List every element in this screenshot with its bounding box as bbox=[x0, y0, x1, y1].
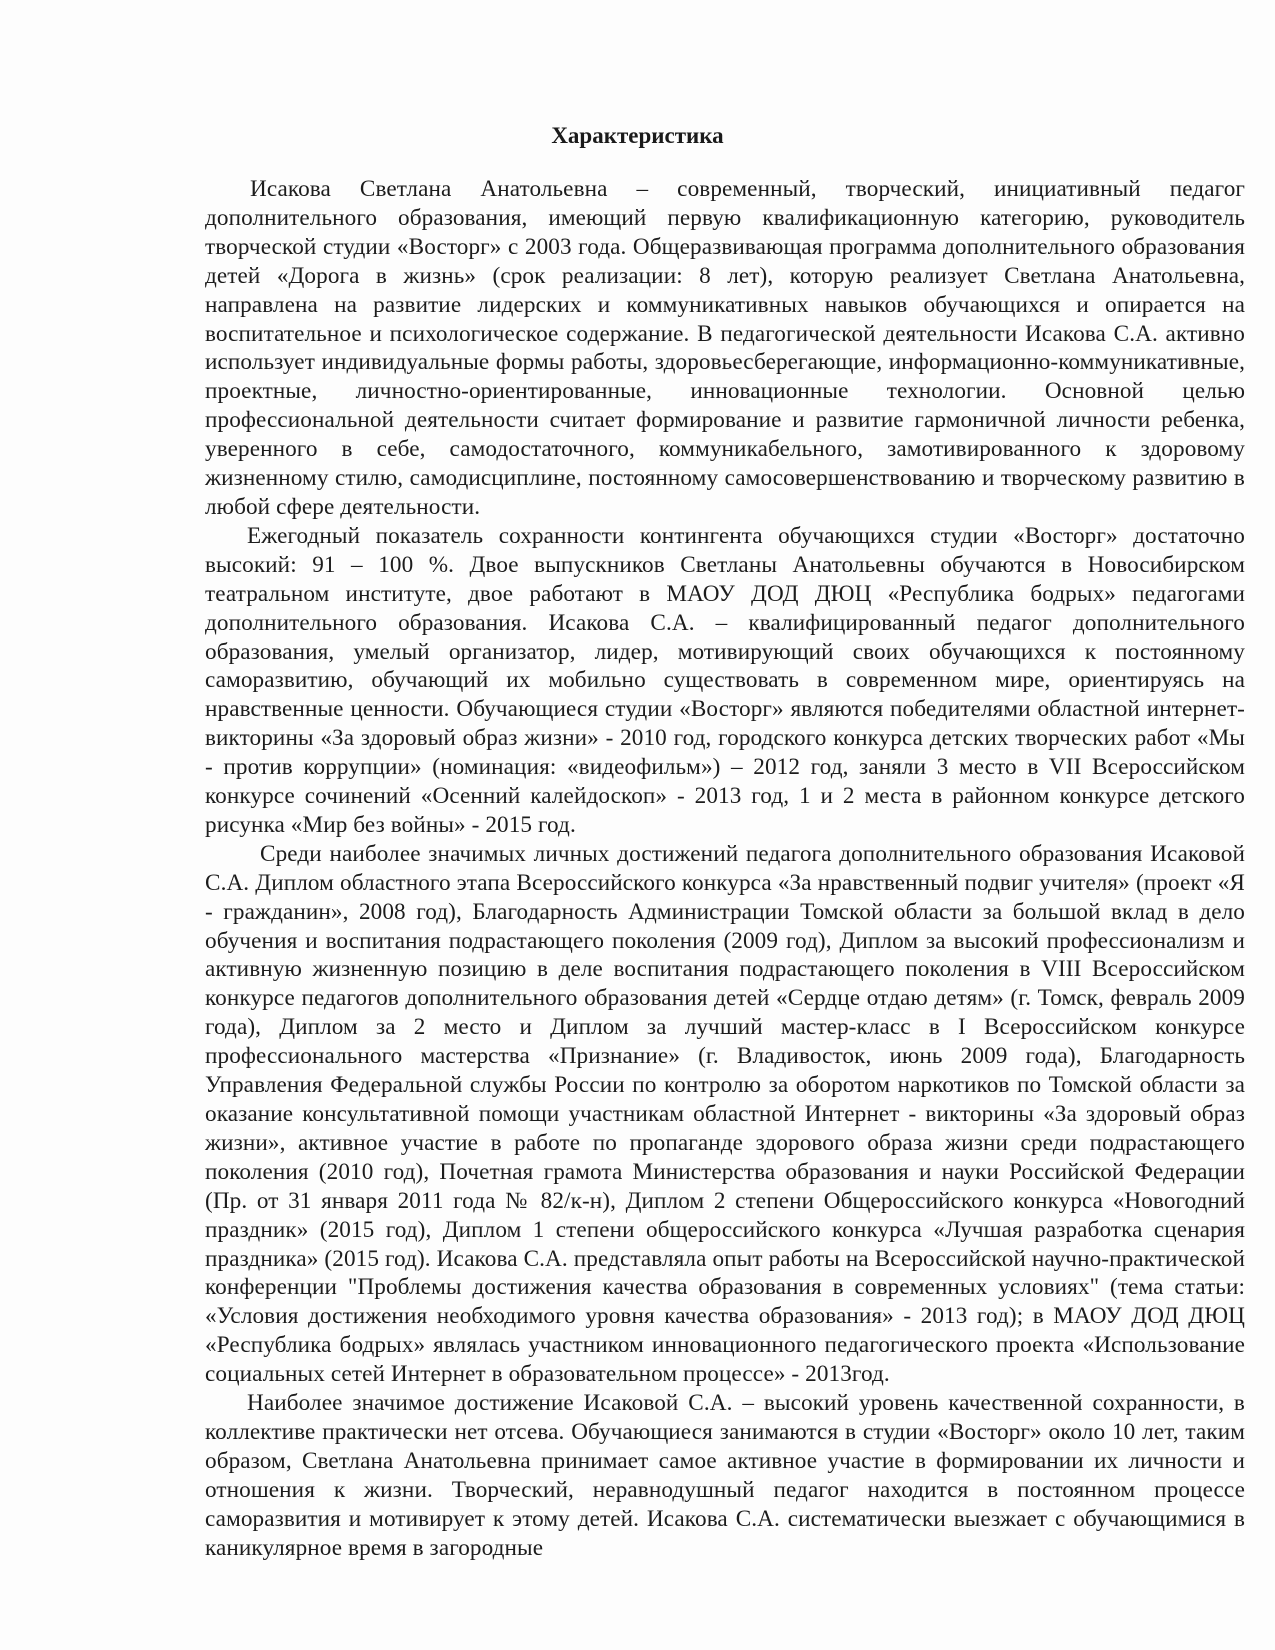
document-title: Характеристика bbox=[551, 123, 724, 148]
paragraph-1: Исакова Светлана Анатольевна – современный, творческий, инициативный педагог дополнительного образования, имеющий первую квалификационную категорию, руководитель творческой студии «Восторг» с 2003 года. Общеразвивающая программа дополнительного образования детей «Дорога в жизнь» (срок реализации: 8 лет), которую реализует Светлана Анатольевна, направлена на развитие лидерских и коммуникативных навыков обучающихся и опирается на воспитательное и психологическое содержание. В педагогической деятельности Исакова С.А. активно использует индивидуальные формы работы, здоровьесберегающие, информационно-коммуникативные, проектные, личностно-ориентированные, инновационные технологии. Основной целью профессиональной деятельности считает формирование и развитие гармоничной личности ребенка, уверенного в себе, самодостаточного, коммуникабельного, замотивированного к здоровому жизненному стилю, самодисциплине, постоянному самосовершенствованию и творческому развитию в любой сфере деятельности. bbox=[205, 176, 1245, 520]
paragraph-2: Ежегодный показатель сохранности контингента обучающихся студии «Восторг» достаточно высокий: 91 – 100 %. Двое выпускников Светланы Анатольевны обучаются в Новосибирском театральном институте, двое работают в МАОУ ДОД ДЮЦ «Республика бодрых» педагогами дополнительного образования. Исакова С.А. – квалифицированный педагог дополнительного образования, умелый организатор, лидер, мотивирующий своих обучающихся к постоянному саморазвитию, обучающий их мобильно существовать в современном мире, ориентируясь на нравственные ценности. Обучающиеся студии «Восторг» являются победителями областной интернет-викторины «За здоровый образ жизни» - 2010 год, городского конкурса детских творческих работ «Мы - против коррупции» (номинация: «видеофильм») – 2012 год, заняли 3 место в VII Всероссийском конкурсе сочинений «Осенний калейдоскоп» - 2013 год, 1 и 2 места в районном конкурсе детского рисунка «Мир без войны» - 2015 год. bbox=[205, 522, 1245, 838]
document-body bbox=[205, 175, 1245, 1563]
paragraph-4: Наиболее значимое достижение Исаковой С.А. – высокий уровень качественной сохранности, в коллективе практически нет отсева. Обучающиеся занимаются в студии «Восторг» около 10 лет, таким образом, Светлана Анатольевна принимает самое активное участие в формировании их личности и отношения к жизни. Творческий, неравнодушный педагог находится в постоянном процессе саморазвития и мотивирует к этому детей. Исакова С.А. систематически выезжает с обучающимися в каникулярное время в загородные bbox=[205, 1390, 1245, 1561]
paragraph-3: Среди наиболее значимых личных достижений педагога дополнительного образования Исаковой С.А. Диплом областного этапа Всероссийского конкурса «За нравственный подвиг учителя» (проект «Я - гражданин», 2008 год), Благодарность Администрации Томской области за большой вклад в дело обучения и воспитания подрастающего поколения (2009 год), Диплом за высокий профессионализм и активную жизненную позицию в деле воспитания подрастающего поколения в VIII Всероссийском конкурсе педагогов дополнительного образования детей «Сердце отдаю детям» (г. Томск, февраль 2009 года), Диплом за 2 место и Диплом за лучший мастер-класс в I Всероссийском конкурсе профессионального мастерства «Признание» (г. Владивосток, июнь 2009 года), Благодарность Управления Федеральной службы России по контролю за оборотом наркотиков по Томской области за оказание консультативной помощи участникам областной Интернет - викторины «За здоровый образ жизни», активное участие в работе по пропаганде здорового образа жизни среди подрастающего поколения (2010 год), Почетная грамота Министерства образования и науки Российской Федерации (Пр. от 31 января 2011 года № 82/к-н), Диплом 2 степени Общероссийского конкурса «Новогодний праздник» (2015 год), Диплом 1 степени общероссийского конкурса «Лучшая разработка сценария праздника» (2015 год). Исакова С.А. представляла опыт работы на Всероссийской научно-практической конференции "Проблемы достижения качества образования в современных условиях" (тема статьи: «Условия достижения необходимого уровня качества образования» - 2013 год); в МАОУ ДОД ДЮЦ «Республика бодрых» являлась участником инновационного педагогического проекта «Использование социальных сетей Интернет в образовательном процессе» - 2013год. bbox=[205, 840, 1245, 1388]
